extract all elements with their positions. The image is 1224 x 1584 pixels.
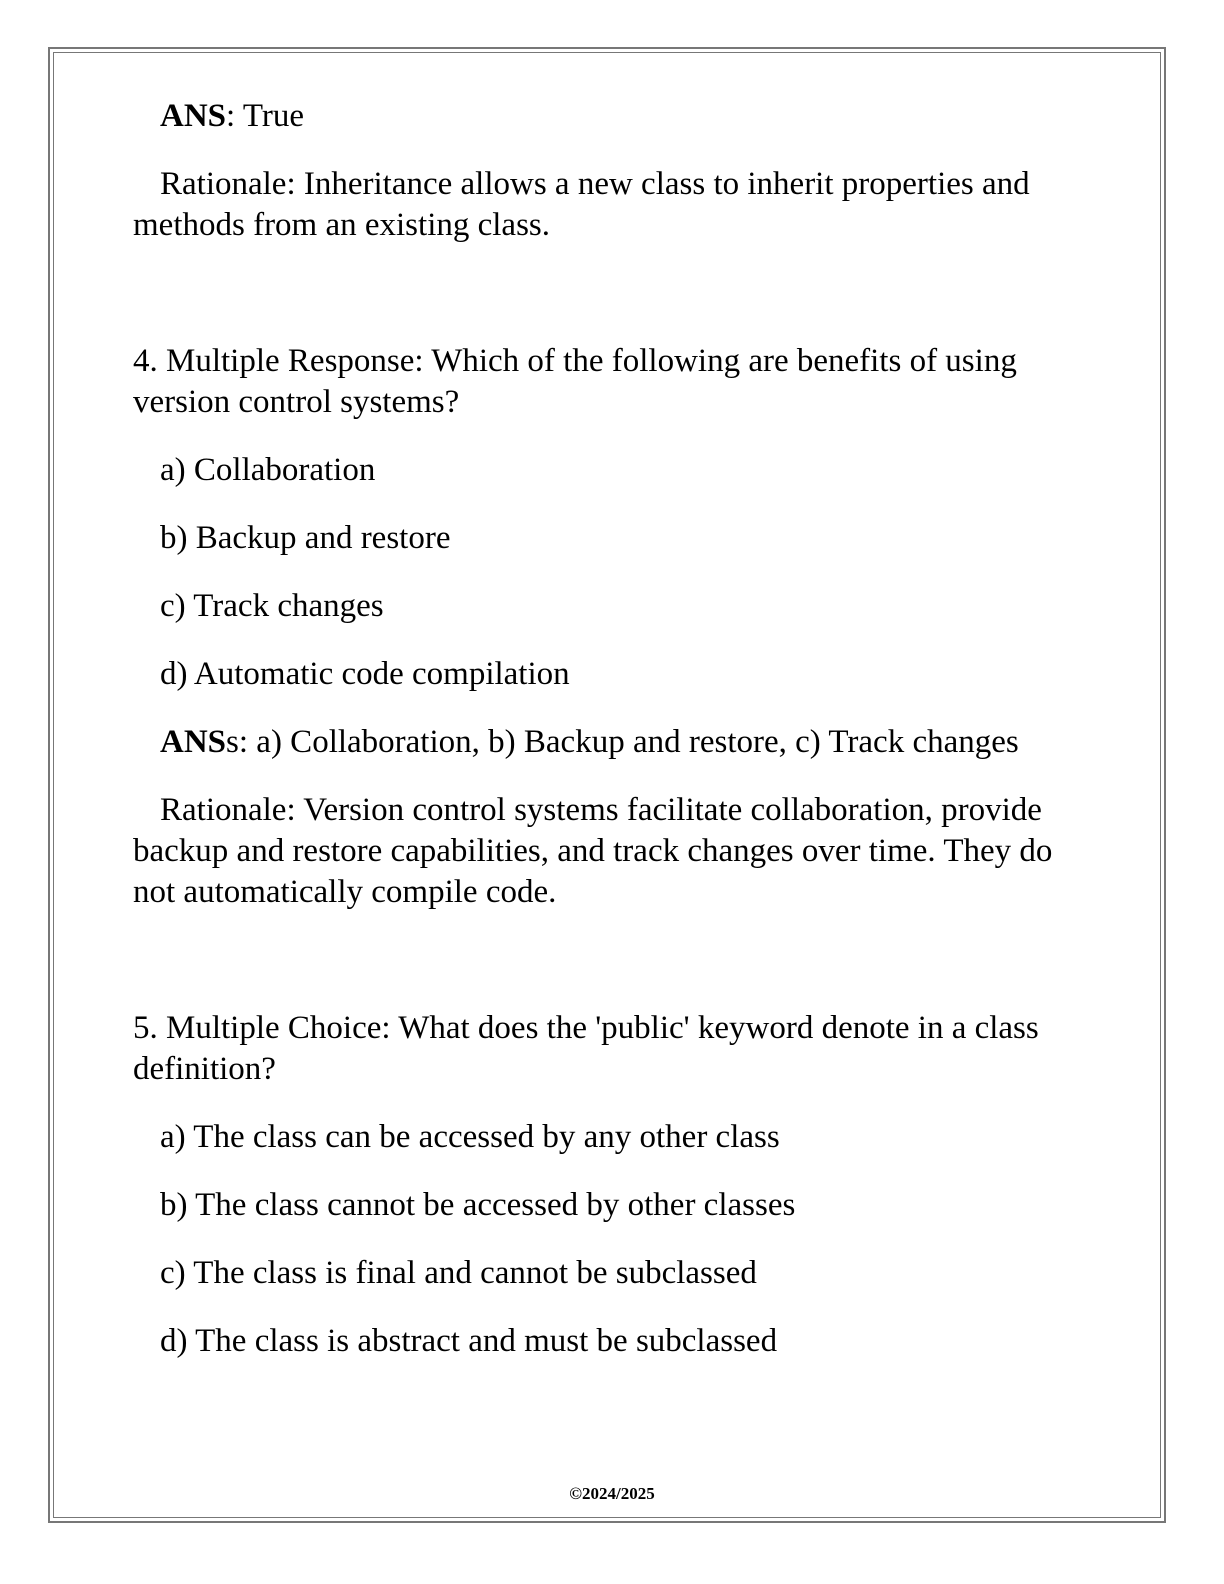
answer-label: ANS	[160, 724, 227, 760]
q4-answer	[133, 722, 1053, 763]
q4-option-d: d) Automatic code compilation	[160, 656, 570, 692]
answer-value: : True	[226, 98, 304, 134]
q5-question: 5. Multiple Choice: What does the 'public' keyword denote in a class definition?	[133, 1010, 1039, 1087]
q5-option-d: d) The class is abstract and must be subclassed	[160, 1323, 778, 1359]
q4-question: 4. Multiple Response: Which of the following are benefits of using version control systems?	[133, 343, 1017, 420]
q3-answer	[133, 96, 1053, 137]
answer-label: ANS	[160, 98, 227, 134]
answer-value: s: a) Collaboration, b) Backup and restore, c) Track changes	[226, 724, 1019, 760]
q3-rationale: Rationale: Inheritance allows a new class to inherit properties and methods from an existing class.	[133, 166, 1030, 243]
q4-option-c: c) Track changes	[160, 588, 384, 624]
q4-option-b: b) Backup and restore	[160, 520, 451, 556]
document-body	[133, 96, 1053, 1389]
page-footer: ©2024/2025	[569, 1484, 655, 1503]
q5-option-b: b) The class cannot be accessed by other classes	[160, 1187, 796, 1223]
q4-rationale: Rationale: Version control systems facilitate collaboration, provide backup and restore capabilities, and track changes over time. They do not automatically compile code.	[133, 792, 1053, 910]
q4-option-a: a) Collaboration	[160, 452, 376, 488]
q5-option-a: a) The class can be accessed by any other class	[160, 1119, 780, 1155]
q5-option-c: c) The class is final and cannot be subclassed	[160, 1255, 757, 1291]
